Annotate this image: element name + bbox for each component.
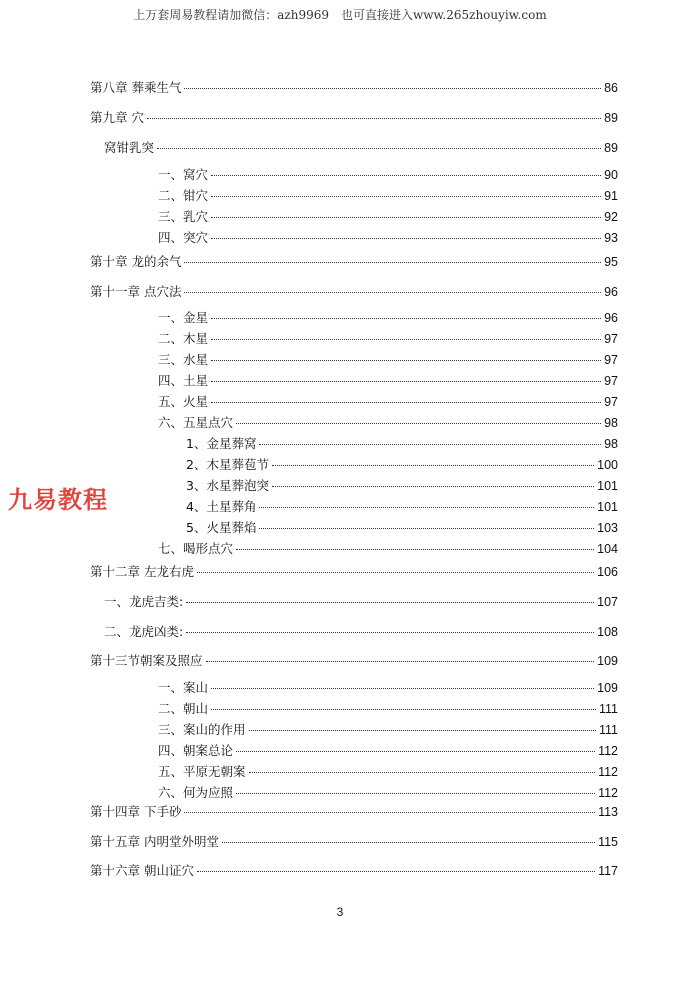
toc-entry-page: 104 — [597, 542, 618, 556]
toc-entry-label: 三、乳穴 — [158, 209, 209, 224]
toc-leader-dots — [211, 175, 601, 176]
toc-leader-dots — [184, 88, 601, 89]
toc-entry-page: 101 — [597, 479, 618, 493]
toc-entry-page: 95 — [604, 255, 618, 269]
toc-leader-dots — [211, 381, 601, 382]
toc-entry-label: 5、火星葬焰 — [186, 520, 257, 535]
toc-entry — [186, 518, 618, 536]
toc-entry-page: 111 — [598, 702, 618, 716]
toc-entry — [104, 138, 618, 156]
toc-entry — [104, 592, 618, 610]
toc-entry — [158, 165, 618, 183]
toc-leader-dots — [157, 148, 601, 149]
toc-leader-dots — [211, 217, 601, 218]
toc-entry — [158, 186, 618, 204]
toc-entry-page: 101 — [597, 500, 618, 514]
toc-entry — [90, 282, 618, 300]
toc-entry — [158, 228, 618, 246]
toc-entry-label: 2、木星葬苞节 — [186, 457, 269, 472]
toc-entry-label: 第九章 穴 — [90, 110, 144, 125]
toc-leader-dots — [211, 402, 601, 403]
toc-entry — [158, 207, 618, 225]
toc-entry-label: 第十二章 左龙右虎 — [90, 564, 194, 579]
toc-entry-page: 109 — [597, 654, 618, 668]
toc-entry-page: 109 — [597, 681, 618, 695]
toc-entry-label: 第十章 龙的余气 — [90, 254, 182, 269]
toc-leader-dots — [249, 730, 596, 731]
toc-entry-page: 111 — [598, 723, 618, 737]
toc-entry-label: 五、火星 — [158, 394, 209, 409]
toc-entry-page: 89 — [604, 111, 618, 125]
toc-leader-dots — [211, 688, 594, 689]
toc-entry-page: 90 — [604, 168, 618, 182]
toc-entry-page: 97 — [604, 374, 618, 388]
toc-entry-page: 97 — [604, 395, 618, 409]
toc-leader-dots — [211, 238, 601, 239]
toc-entry-label: 4、土星葬角 — [186, 499, 257, 514]
toc-entry — [90, 832, 618, 850]
toc-leader-dots — [236, 423, 601, 424]
toc-entry-label: 六、何为应照 — [158, 785, 234, 800]
toc-entry-page: 97 — [604, 332, 618, 346]
toc-entry — [90, 861, 618, 879]
toc-entry — [158, 741, 618, 759]
toc-leader-dots — [184, 812, 595, 813]
toc-leader-dots — [211, 318, 601, 319]
toc-leader-dots — [197, 871, 595, 872]
toc-entry-label: 一、窝穴 — [158, 167, 209, 182]
toc-entry — [186, 434, 618, 452]
toc-leader-dots — [259, 444, 601, 445]
toc-leader-dots — [211, 360, 601, 361]
header-banner: 上万套周易教程请加微信：azh9969 也可直接进入www.265zhouyiw.com — [133, 8, 547, 22]
toc-entry-page: 112 — [598, 786, 618, 800]
toc-leader-dots — [184, 292, 601, 293]
toc-entry-label: 一、案山 — [158, 680, 209, 695]
toc-entry-label: 第十五章 内明堂外明堂 — [90, 834, 219, 849]
toc-entry-label: 第十六章 朝山证穴 — [90, 863, 194, 878]
toc-entry-page: 112 — [598, 744, 618, 758]
watermark: 九易教程 — [8, 486, 108, 514]
toc-entry-label: 第十一章 点穴法 — [90, 284, 182, 299]
toc-entry — [158, 720, 618, 738]
toc-entry-label: 窝钳乳突 — [104, 140, 155, 155]
toc-leader-dots — [186, 602, 594, 603]
toc-entry-page: 92 — [604, 210, 618, 224]
toc-entry — [90, 108, 618, 126]
toc-leader-dots — [222, 842, 595, 843]
toc-entry-label: 四、朝案总论 — [158, 743, 234, 758]
toc-entry-page: 96 — [604, 285, 618, 299]
toc-entry-label: 二、龙虎凶类: — [104, 624, 184, 639]
toc-entry — [186, 497, 618, 515]
toc-entry-page: 96 — [604, 311, 618, 325]
toc-leader-dots — [211, 196, 601, 197]
toc-entry-label: 四、突穴 — [158, 230, 209, 245]
toc-entry — [158, 329, 618, 347]
toc-entry-label: 一、龙虎吉类: — [104, 594, 184, 609]
toc-leader-dots — [249, 772, 596, 773]
toc-leader-dots — [259, 507, 594, 508]
toc-leader-dots — [147, 118, 601, 119]
page-number: 3 — [336, 905, 344, 919]
toc-entry-page: 98 — [604, 437, 618, 451]
toc-entry — [158, 762, 618, 780]
toc-entry-label: 3、水星葬泡突 — [186, 478, 269, 493]
toc-entry-page: 115 — [598, 835, 618, 849]
toc-leader-dots — [236, 549, 594, 550]
toc-leader-dots — [236, 751, 595, 752]
toc-entry-label: 三、案山的作用 — [158, 722, 246, 737]
toc-entry — [186, 476, 618, 494]
toc-entry — [158, 783, 618, 801]
toc-entry-label: 七、喝形点穴 — [158, 541, 234, 556]
toc-leader-dots — [197, 572, 594, 573]
toc-entry-label: 四、土星 — [158, 373, 209, 388]
toc-entry — [104, 622, 618, 640]
toc-leader-dots — [186, 632, 594, 633]
toc-entry-label: 三、水星 — [158, 352, 209, 367]
toc-leader-dots — [259, 528, 594, 529]
toc-entry-page: 103 — [597, 521, 618, 535]
toc-entry — [90, 562, 618, 580]
toc-entry-page: 97 — [604, 353, 618, 367]
toc-leader-dots — [211, 709, 596, 710]
toc-entry — [158, 350, 618, 368]
toc-entry — [158, 699, 618, 717]
toc-entry-label: 一、金星 — [158, 310, 209, 325]
toc-leader-dots — [184, 262, 601, 263]
toc-entry-page: 91 — [604, 189, 618, 203]
toc-leader-dots — [211, 339, 601, 340]
toc-entry-page: 100 — [597, 458, 618, 472]
toc-entry — [158, 308, 618, 326]
toc-entry — [158, 371, 618, 389]
toc-entry — [90, 252, 618, 270]
toc-entry-label: 1、金星葬窝 — [186, 436, 257, 451]
toc-entry-label: 二、钳穴 — [158, 188, 209, 203]
toc-entry-label: 二、朝山 — [158, 701, 209, 716]
toc-leader-dots — [272, 486, 594, 487]
toc-entry — [158, 539, 618, 557]
toc-entry — [158, 678, 618, 696]
toc-entry-page: 108 — [597, 625, 618, 639]
toc-entry-label: 第十四章 下手砂 — [90, 804, 182, 819]
toc-entry-label: 二、木星 — [158, 331, 209, 346]
toc-entry-page: 98 — [604, 416, 618, 430]
toc-leader-dots — [206, 661, 595, 662]
toc-entry — [186, 455, 618, 473]
toc-entry — [90, 78, 618, 96]
toc-entry-page: 86 — [604, 81, 618, 95]
toc-entry-page: 93 — [604, 231, 618, 245]
toc-entry-label: 第八章 葬乘生气 — [90, 80, 182, 95]
toc-entry — [158, 413, 618, 431]
toc-entry-page: 113 — [598, 805, 618, 819]
toc-entry-page: 89 — [604, 141, 618, 155]
toc-entry — [90, 802, 618, 820]
toc-entry-label: 五、平原无朝案 — [158, 764, 246, 779]
toc-leader-dots — [272, 465, 594, 466]
toc-entry — [90, 651, 618, 669]
toc-entry-page: 106 — [597, 565, 618, 579]
toc-entry-page: 112 — [598, 765, 618, 779]
toc-entry-page: 107 — [597, 595, 618, 609]
toc-entry-label: 第十三节朝案及照应 — [90, 653, 203, 668]
toc-entry-page: 117 — [598, 864, 618, 878]
toc-leader-dots — [236, 793, 595, 794]
toc-entry — [158, 392, 618, 410]
toc-entry-label: 六、五星点穴 — [158, 415, 234, 430]
